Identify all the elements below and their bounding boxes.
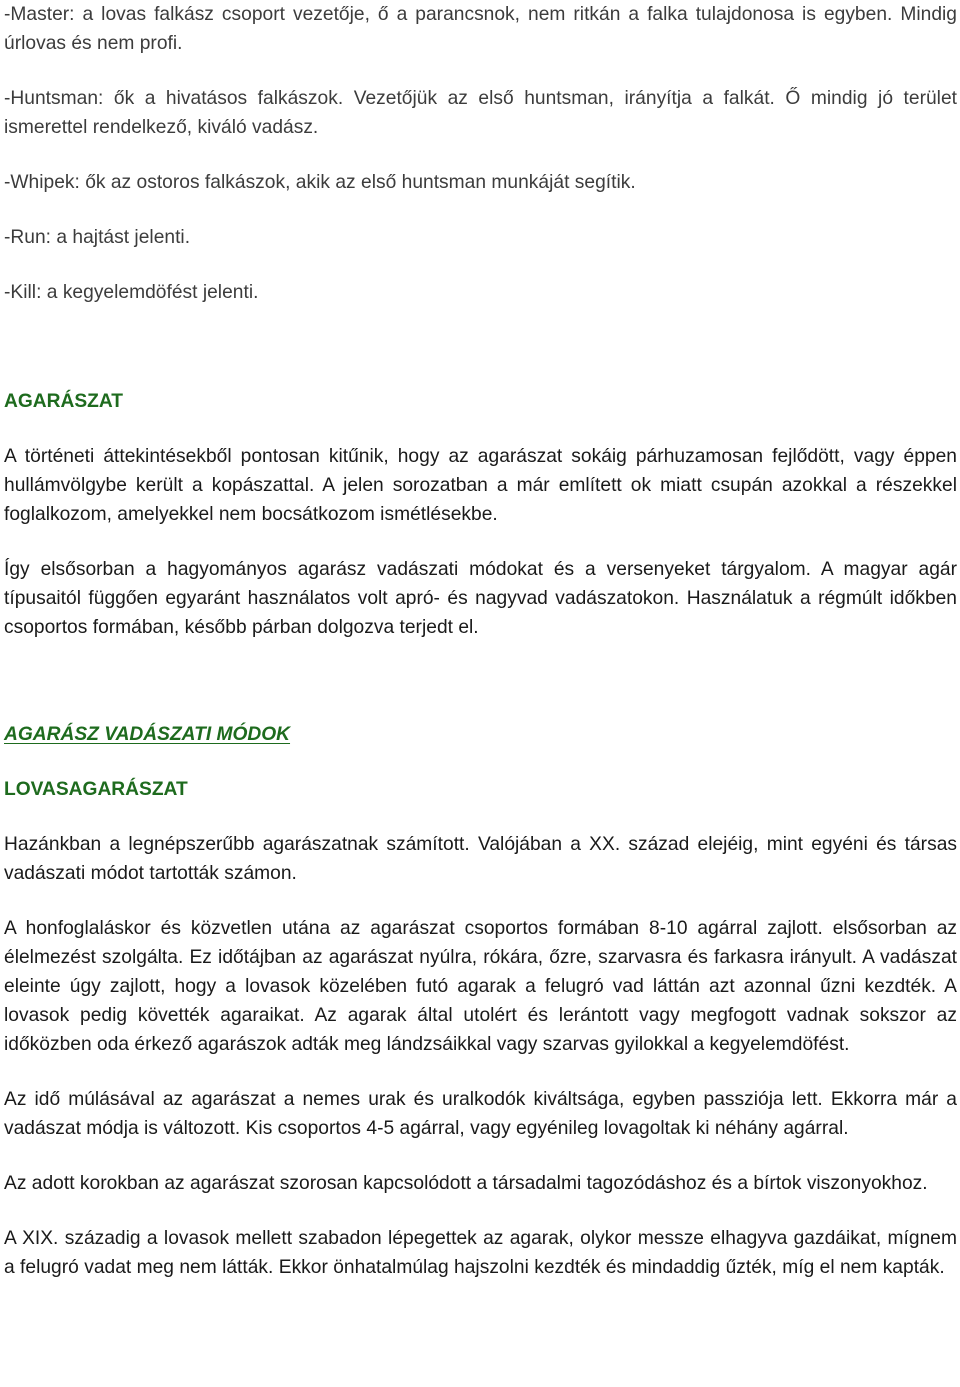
subheading-lovasagaraszat: LOVASAGARÁSZAT [4, 779, 188, 800]
definition-master: -Master: a lovas falkász csoport vezetője, ő a parancsnok, nem ritkán a falka tulajdonosa is egyben. Mindig úrlovas és nem profi. [4, 4, 957, 54]
paragraph: A XIX. századig a lovasok mellett szabadon lépegettek az agarak, olykor messze elhagyva gazdáikat, mígnem a felugró vadat meg nem látták. Ekkor önhatalmúlag hajszolni kezdték és mindaddig űzték, míg el nem kapták. [4, 1228, 957, 1278]
paragraph: Az adott korokban az agarászat szorosan kapcsolódott a társadalmi tagozódáshoz és a bírtok viszonyokhoz. [4, 1173, 928, 1194]
definition-whipek: -Whipek: ők az ostoros falkászok, akik az első huntsman munkáját segítik. [4, 172, 636, 193]
section-heading-agaraszat: AGARÁSZAT [4, 391, 124, 412]
definition-kill: -Kill: a kegyelemdöfést jelenti. [4, 282, 259, 303]
document-page [4, 0, 957, 1282]
section-heading-vadaszati-modok: AGARÁSZ VADÁSZATI MÓDOK [4, 724, 291, 745]
paragraph: Az idő múlásával az agarászat a nemes urak és uralkodók kiváltsága, egyben passziója lett. Ekkorra már a vadászat módja is változott. Kis csoportos 4-5 agárral, vagy egyénileg lovagoltak ki néhány agárral. [4, 1089, 957, 1139]
paragraph: A honfoglaláskor és közvetlen utána az agarászat csoportos formában 8-10 agárral zajlott. elsősorban az élelmezést szolgálta. Ez időtájban az agarászat nyúlra, rókára, őzre, szarvasra és farkasra irányult. A vadászat eleinte úgy zajlott, hogy a lovasok közelében futó agarak a felugró vad láttán azt azonnal űzni kezdték. A lovasok pedig követték agaraikat. Az agarak által utolért és lerántott vagy megfogott vadnak sokszor az időközben oda érkező agarászok adták meg lándzsáikkal vagy szarvas gyilokkal a kegyelemdöfést. [4, 918, 957, 1055]
paragraph: Így elsősorban a hagyományos agarász vadászati módokat és a versenyeket tárgyalom. A magyar agár típusaitól függően egyaránt használatos volt apró- és nagyvad vadászatokon. Használatuk a régmúlt időkben csoportos formában, később párban dolgozva terjedt el. [4, 559, 957, 638]
definition-run: -Run: a hajtást jelenti. [4, 227, 191, 248]
definition-huntsman: -Huntsman: ők a hivatásos falkászok. Vezetőjük az első huntsman, irányítja a falkát. Ő mindig jó terület ismerettel rendelkező, kiváló vadász. [4, 88, 957, 138]
paragraph: A történeti áttekintésekből pontosan kitűnik, hogy az agarászat sokáig párhuzamosan fejlődött, vagy éppen hullámvölgybe került a kopászattal. A jelen sorozatban a már említett ok miatt csupán azokkal a részekkel foglalkozom, amelyekkel nem bocsátkozom ismétlésekbe. [4, 446, 957, 525]
paragraph: Hazánkban a legnépszerűbb agarászatnak számított. Valójában a XX. század elejéig, mint egyéni és társas vadászati módot tartották számon. [4, 834, 957, 884]
